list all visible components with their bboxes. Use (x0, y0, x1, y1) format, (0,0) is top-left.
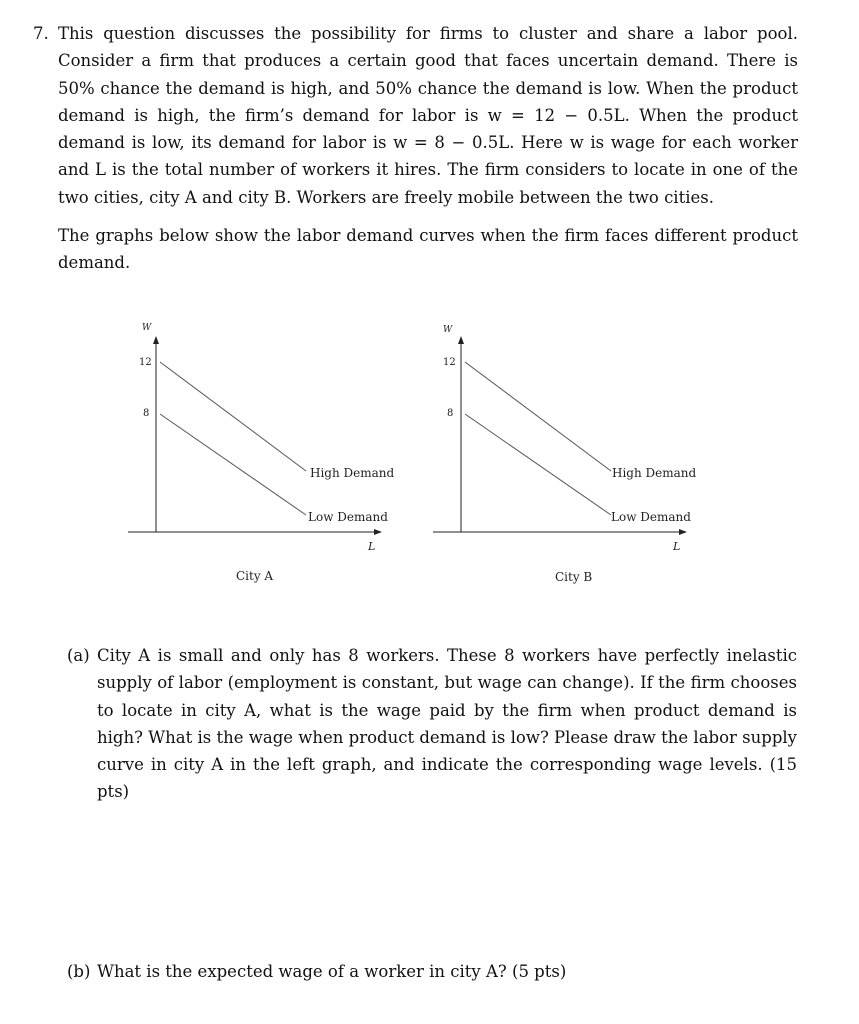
high-demand-label: High Demand (310, 466, 395, 480)
y-axis-arrow (153, 336, 159, 344)
y-tick-12: 12 (139, 357, 152, 368)
y-tick-8: 8 (447, 408, 454, 419)
low-demand-line (465, 414, 611, 515)
x-axis-label: L (368, 540, 376, 553)
part-a-text: City A is small and only has 8 workers. These 8 workers have perfectly inelastic supply of labor (employment is constant, but wage can change). If the firm chooses to locate in city A, what is the wage paid by the firm when product demand is high? What is the wage when product demand is low? Please draw the labor supply curve in city A in the left graph, and indicate the corresponding wage levels. (15 pts) (97, 646, 797, 802)
graph-caption: City A (236, 569, 274, 583)
low-demand-line (160, 414, 306, 515)
question-number: 7. (33, 24, 49, 43)
high-demand-line (465, 362, 611, 471)
y-tick-8: 8 (143, 408, 150, 419)
part-b-label: (b) (67, 962, 91, 981)
graph-city-b (425, 310, 715, 590)
y-axis-label: W (142, 323, 152, 333)
y-tick-12: 12 (443, 357, 456, 368)
part-b-text: What is the expected wage of a worker in city A? (5 pts) (97, 962, 567, 981)
x-axis-label: L (673, 540, 681, 553)
x-axis-arrow (679, 529, 687, 535)
y-axis-arrow (458, 336, 464, 344)
low-demand-label: Low Demand (308, 510, 388, 524)
graphs-intro: The graphs below show the labor demand curves when the firm faces different product demand. (58, 226, 798, 273)
question-intro: This question discusses the possibility for firms to cluster and share a labor pool. Consider a firm that produces a certain good that faces uncertain demand. There is 50% chance the demand is high, and 50% chance the demand is low. When the product demand is high, the firm’s demand for labor is w = 12 − 0.5L. When the product demand is low, its demand for labor is w = 8 − 0.5L. Here w is wage for each worker and L is the total number of workers it hires. The firm considers to locate in one of the two cities, city A and city B. Workers are freely mobile between the two cities. (58, 24, 798, 207)
graph-caption: City B (555, 570, 593, 584)
high-demand-label: High Demand (612, 466, 697, 480)
y-axis-label: W (443, 325, 453, 335)
x-axis-arrow (374, 529, 382, 535)
high-demand-line (160, 362, 306, 471)
graph-city-a (120, 310, 400, 590)
low-demand-label: Low Demand (611, 510, 691, 524)
part-a-label: (a) (67, 646, 90, 665)
